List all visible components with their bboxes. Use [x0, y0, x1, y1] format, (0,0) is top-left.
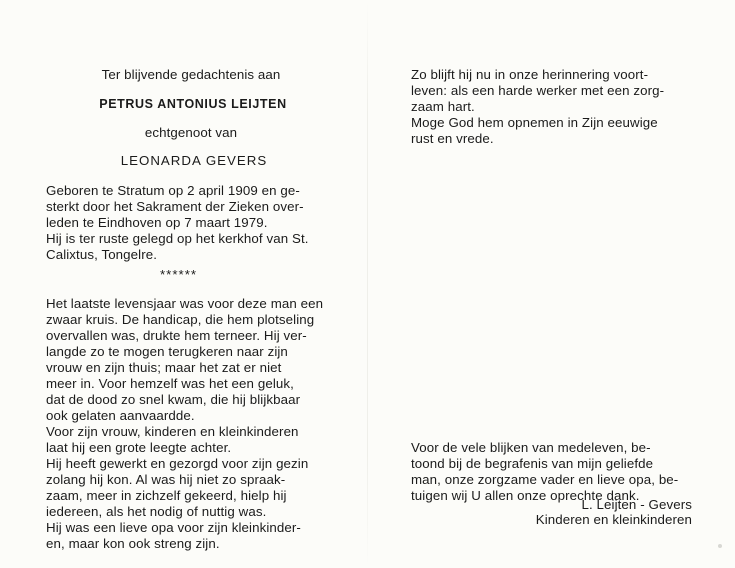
memory-line: rust en vrede. [411, 131, 494, 146]
tribute-line: laat hij een grote leegte achter. [46, 440, 232, 455]
paper-speck [718, 544, 722, 548]
tribute-line: Het laatste levensjaar was voor deze man een [46, 296, 324, 311]
tribute-line: langde zo te mogen terugkeren naar zijn [46, 344, 288, 359]
thanks-line: Voor de vele blijken van medeleven, be- [411, 440, 651, 455]
thanks-line: toond bij de begrafenis van mijn geliefde [411, 456, 654, 471]
memory-line: zaam hart. [411, 99, 475, 114]
tribute-line: vrouw en zijn thuis; maar het zat er niet [46, 360, 282, 375]
tribute-line: ook gelaten aanvaardde. [46, 408, 195, 423]
tribute-line: Voor zijn vrouw, kinderen en kleinkinderen [46, 424, 299, 439]
thanks-line: tuigen wij U allen onze oprechte dank. [411, 488, 640, 503]
spouse-name: LEONARDA GEVERS [120, 153, 268, 168]
spouse-intro: echtgenoot van [144, 125, 238, 140]
memory-line: Moge God hem opnemen in Zijn eeuwige [411, 115, 658, 130]
thanks-line: man, onze zorgzame vader en lieve opa, be- [411, 472, 679, 487]
tribute-line: Hij was een lieve opa voor zijn kleinkinder- [46, 520, 301, 535]
tribute-line: overvallen was, drukte hem terneer. Hij ver- [46, 328, 307, 343]
tribute-line: zaam, meer in zichzelf gekeerd, hielp hij [46, 488, 287, 503]
memory-line: leven: als een harde werker met een zorg- [411, 83, 665, 98]
separator: ****** [160, 267, 198, 282]
signature-line: L. Leijten - Gevers [581, 497, 692, 512]
tribute-line: zolang hij kon. Al was hij niet zo spraak- [46, 472, 286, 487]
bio-line: Geboren te Stratum op 2 april 1909 en ge- [46, 183, 300, 198]
bio-line: Calixtus, Tongelre. [46, 247, 158, 262]
heading: Ter blijvende gedachtenis aan [101, 67, 281, 82]
bio-line: Hij is ter ruste gelegd op het kerkhof van St. [46, 231, 309, 246]
memory-line: Zo blijft hij nu in onze herinnering voort- [411, 67, 649, 82]
signature-line: Kinderen en kleinkinderen [535, 512, 692, 527]
tribute-line: meer in. Voor hemzelf was het een geluk, [46, 376, 294, 391]
tribute-line: zwaar kruis. De handicap, die hem plotseling [46, 312, 315, 327]
tribute-line: iedereen, als het nodig of nuttig was. [46, 504, 267, 519]
tribute-line: dat de dood zo snel kwam, die hij blijkbaar [46, 392, 301, 407]
fold-line [367, 0, 368, 568]
tribute-line: Hij heeft gewerkt en gezorgd voor zijn gezin [46, 456, 309, 471]
bio-line: sterkt door het Sakrament der Zieken over- [46, 199, 304, 214]
bio-line: leden te Eindhoven op 7 maart 1979. [46, 215, 268, 230]
tribute-line: en, maar kon ook streng zijn. [46, 536, 220, 551]
deceased-name: PETRUS ANTONIUS LEIJTEN [99, 97, 287, 111]
